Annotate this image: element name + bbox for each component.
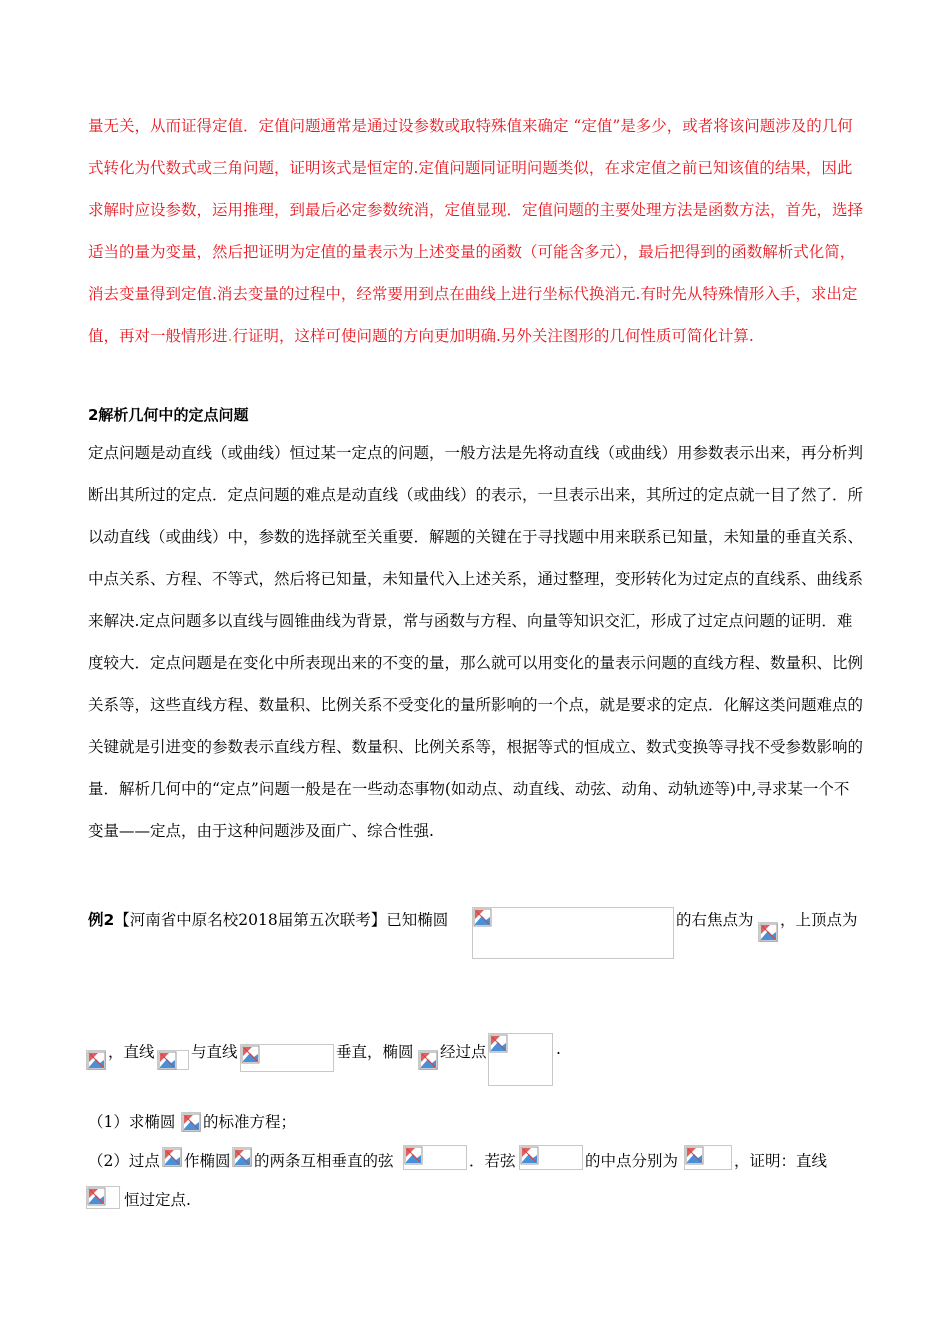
- q2-text-b: 作椭圆: [184, 1152, 231, 1170]
- vertex-point-image: [86, 1050, 106, 1070]
- q2-text-e: 的中点分别为: [585, 1152, 679, 1170]
- q1-text-b: 的标准方程；: [203, 1113, 297, 1131]
- broken-image-icon: [404, 1146, 423, 1165]
- q2-chords-image: [403, 1145, 467, 1170]
- section-heading: 2解析几何中的定点问题: [88, 406, 249, 424]
- focus-point-image: [758, 922, 778, 942]
- example-text-2: 的右焦点为: [676, 911, 754, 929]
- example-line-1c: [780, 908, 858, 930]
- broken-image-icon: [233, 1148, 252, 1167]
- broken-image-icon: [473, 908, 492, 927]
- example-line-2c: [336, 1040, 414, 1062]
- example-text-8: .: [556, 1040, 561, 1058]
- example-label: 例2: [88, 911, 115, 929]
- point-image: [488, 1033, 553, 1086]
- q2-text-a: （2）过点: [88, 1152, 160, 1170]
- intro-paragraph-end: 行证明，这样可使问题的方向更加明确.另外关注图形的几何性质可简化计算.: [232, 327, 754, 345]
- example-line-2e: [556, 1040, 561, 1058]
- broken-image-icon: [87, 1187, 106, 1206]
- example-text-4: ，直线: [108, 1043, 155, 1061]
- question-2g: [124, 1188, 191, 1210]
- example-line-1: [88, 908, 448, 930]
- intro-paragraph: [88, 105, 864, 357]
- line-image-2: [240, 1044, 334, 1072]
- broken-image-icon: [419, 1051, 438, 1070]
- q2-line-image: [86, 1186, 120, 1209]
- broken-image-icon: [685, 1146, 704, 1165]
- question-2b: [184, 1149, 231, 1171]
- line-image-1: [157, 1050, 189, 1070]
- example-line-2a: [108, 1040, 155, 1062]
- example-line-2d: [440, 1040, 487, 1062]
- q2-point-image: [162, 1147, 182, 1167]
- q2-chords-image-2: [519, 1145, 583, 1170]
- q2-text-d: ．若弦: [469, 1152, 516, 1170]
- question-2c: [254, 1149, 394, 1171]
- q2-text-f: ，证明：直线: [734, 1152, 828, 1170]
- example-text-6: 垂直，椭圆: [336, 1043, 414, 1061]
- fixed-point-paragraph: 定点问题是动直线（或曲线）恒过某一定点的问题，一般方法是先将动直线（或曲线）用参数表示出来，再分析判断出其所过的定点．定点问题的难点是动直线（或曲线）的表示，一旦表示出来，其所过的定点就一目了然了．所以动直线（或曲线）中，参数的选择就至关重要．解题的关键在于寻找题中用来联系已知量，未知量的垂直关系、中点关系、方程、不等式，然后将已知量，未知量代入上述关系，通过整理，变形转化为过定点的直线系、曲线系来解决.定点问题多以直线与圆锥曲线为背景，常与函数与方程、向量等知识交汇，形成了过定点问题的证明．难度较大．定点问题是在变化中所表现出来的不变的量，那么就可以用变化的量表示问题的直线方程、数量积、比例关系等，这些直线方程、数量积、比例关系不受变化的量所影响的一个点，就是要求的定点．化解这类问题难点的关键就是引进变的参数表示直线方程、数量积、比例关系等，根据等式的恒成立、数式变换等寻找不受参数影响的量．解析几何中的“定点”问题一般是在一些动态事物(如动点、动直线、动弦、动角、动轨迹等)中,寻求某一个不变量——定点，由于这种问题涉及面广、综合性强.: [88, 444, 864, 840]
- broken-image-icon: [489, 1034, 508, 1053]
- question-2: [88, 1149, 160, 1171]
- question-2e: [585, 1149, 678, 1171]
- broken-image-icon: [163, 1148, 182, 1167]
- question-1b: [203, 1110, 296, 1132]
- example-text-5: 与直线: [191, 1043, 238, 1061]
- example-text-1: 已知椭圆: [386, 911, 449, 929]
- broken-image-icon: [87, 1051, 106, 1070]
- q2-ellipse-image: [232, 1147, 252, 1167]
- broken-image-icon: [241, 1045, 260, 1064]
- ellipse-image: [418, 1050, 438, 1070]
- broken-image-icon: [182, 1113, 201, 1132]
- question-2f: [734, 1149, 827, 1171]
- example-text-7: 经过点: [440, 1043, 487, 1061]
- q2-midpoints-image: [684, 1145, 732, 1170]
- q2-text-c: 的两条互相垂直的弦: [254, 1152, 394, 1170]
- q1-text-a: （1）求椭圆: [88, 1113, 176, 1131]
- example-text-3: ，上顶点为: [780, 911, 858, 929]
- question-1: [88, 1110, 175, 1132]
- broken-image-icon: [158, 1051, 177, 1070]
- broken-image-icon: [520, 1146, 539, 1165]
- question-2d: [469, 1149, 516, 1171]
- q2-text-g: 恒过定点.: [124, 1191, 191, 1209]
- intro-paragraph-text: 量无关，从而证得定值．定值问题通常是通过设参数或取特殊值来确定 “定值”是多少，或者将该问题涉及的几何式转化为代数式或三角问题，证明该式是恒定的.定值问题同证明问题类似，在求定值之前已知该值的结果，因此求解时应设参数，运用推理，到最后必定参数统消，定值显现．定值问题的主要处理方法是函数方法，首先，选择适当的量为变量，然后把证明为定值的量表示为上述变量的函数（可能含多元），最后把得到的函数解析式化简，消去变量得到定值.消去变量的过程中，经常要用到点在曲线上进行坐标代换消元.有时先从特殊情形入手，求出定值，再对一般情形进: [88, 117, 864, 345]
- example-source: 【河南省中原名校2018届第五次联考】: [114, 911, 387, 929]
- broken-image-icon: [759, 923, 778, 942]
- ellipse-equation-image: [472, 907, 674, 959]
- example-line-1b: [676, 908, 754, 930]
- example-line-2b: [191, 1040, 238, 1062]
- q1-ellipse-image: [181, 1112, 201, 1132]
- intro-dot: .: [227, 327, 233, 345]
